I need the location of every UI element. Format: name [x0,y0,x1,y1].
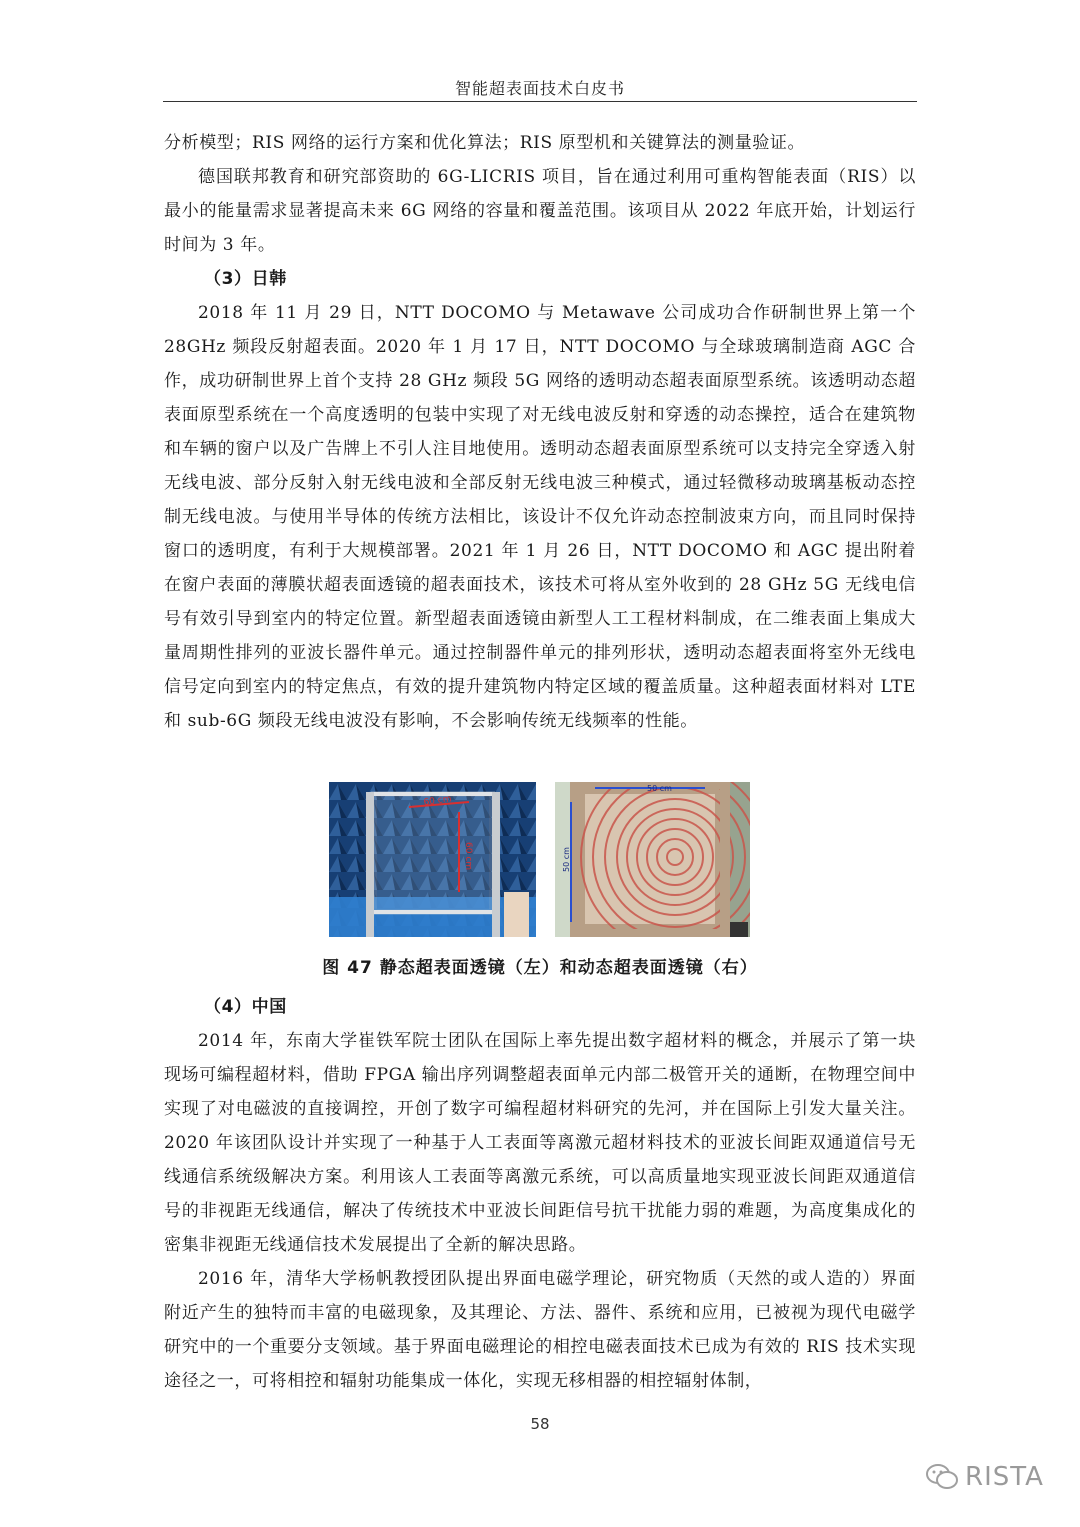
static-lens-height-label: 60 cm [463,842,473,871]
figure-47 [329,782,750,937]
body-bottom [164,990,916,1398]
dynamic-lens-image [555,782,750,937]
figure-caption: 图 47 静态超表面透镜（左）和动态超表面透镜（右） [322,958,758,978]
static-lens-photo [329,782,536,937]
running-header: 智能超表面技术白皮书 [454,79,625,98]
paragraph: 2018 年 11 月 29 日，NTT DOCOMO 与 Metawave 公司成功合作研制世界上第一个 28GHz 频段反射超表面。2020 年 1 月 17 日，NTT DOCOMO 与全球玻璃制造商 AGC 合作，成功研制世界上首个支持 28 GHz 频段 5G 网络的透明动态超表面原型系统。该透明动态超表面原型系统在一个高度透明的包装中实现了对无线电波反射和穿透的动态操控，适合在建筑物和车辆的窗户以及广告牌上不引人注目地使用。透明动态超表面原型系统可以支持完全穿透入射无线电波、部分反射入射无线电波和全部反射无线电波三种模式，通过轻微移动玻璃基板动态控制无线电波。与使用半导体的传统方法相比，该设计不仅允许动态控制波束方向，而且同时保持窗口的透明度，有利于大规模部署。2021 年 1 月 26 日，NTT DOCOMO 和 AGC 提出附着在窗户表面的薄膜状超表面透镜的超表面技术，该技术可将从室外收到的 28 GHz 5G 无线电信号有效引导到室内的特定位置。新型超表面透镜由新型人工工程材料制成，在二维表面上集成大量周期性排列的亚波长器件单元。通过控制器件单元的排列形状，透明动态超表面将室外无线电信号定向到室内的特定焦点，有效的提升建筑物内特定区域的覆盖质量。这种超表面材料对 LTE 和 sub-6G 频段无线电波没有影响，不会影响传统无线频率的性能。 [164,303,916,731]
dynamic-lens-width-label: 50 cm [647,784,672,793]
watermark [925,1462,1044,1492]
dynamic-lens-height-label: 50 cm [562,847,571,872]
section-heading-japan-korea: （3）日韩 [204,269,287,289]
paragraph: 2016 年，清华大学杨帆教授团队提出界面电磁学理论，研究物质（天然的或人造的）界面附近产生的独特而丰富的电磁现象，及其理论、方法、器件、系统和应用，已被视为现代电磁学研究中的一个重要分支领域。基于界面电磁理论的相控电磁表面技术已成为有效的 RIS 技术实现途径之一，可将相控和辐射功能集成一体化，实现无移相器的相控辐射体制， [164,1269,916,1391]
paragraph: 2014 年，东南大学崔铁军院士团队在国际上率先提出数字超材料的概念，并展示了第一块现场可编程超材料，借助 FPGA 输出序列调整超表面单元内部二极管开关的通断，在物理空间中实现了对电磁波的直接调控，开创了数字可编程超材料研究的先河，并在国际上引发大量关注。2020 年该团队设计并实现了一种基于人工表面等离激元超材料技术的亚波长间距双通道信号无线通信系统级解决方案。利用该人工表面等离激元系统，可以高质量地实现亚波长间距双通道信号的非视距无线通信，解决了传统技术中亚波长间距信号抗干扰能力弱的难题，为高度集成化的密集非视距无线通信技术发展提出了全新的解决思路。 [164,1031,916,1255]
paragraph: 分析模型；RIS 网络的运行方案和优化算法；RIS 原型机和关键算法的测量验证。 [164,133,806,153]
header-rule [163,101,917,102]
page-number: 58 [530,1415,550,1433]
watermark-text: RISTA [965,1462,1044,1492]
dynamic-lens-photo [555,782,750,937]
wechat-icon [925,1463,959,1491]
paragraph: 德国联邦教育和研究部资助的 6G-LICRIS 项目，旨在通过利用可重构智能表面（RIS）以最小的能量需求显著提高未来 6G 网络的容量和覆盖范围。该项目从 2022 年底开始，计划运行时间为 3 年。 [164,167,916,255]
static-lens-width-label: 60 cm [423,794,453,808]
body-top [164,126,916,738]
section-heading-china: （4）中国 [204,997,287,1017]
anechoic-chamber-image [329,782,536,937]
